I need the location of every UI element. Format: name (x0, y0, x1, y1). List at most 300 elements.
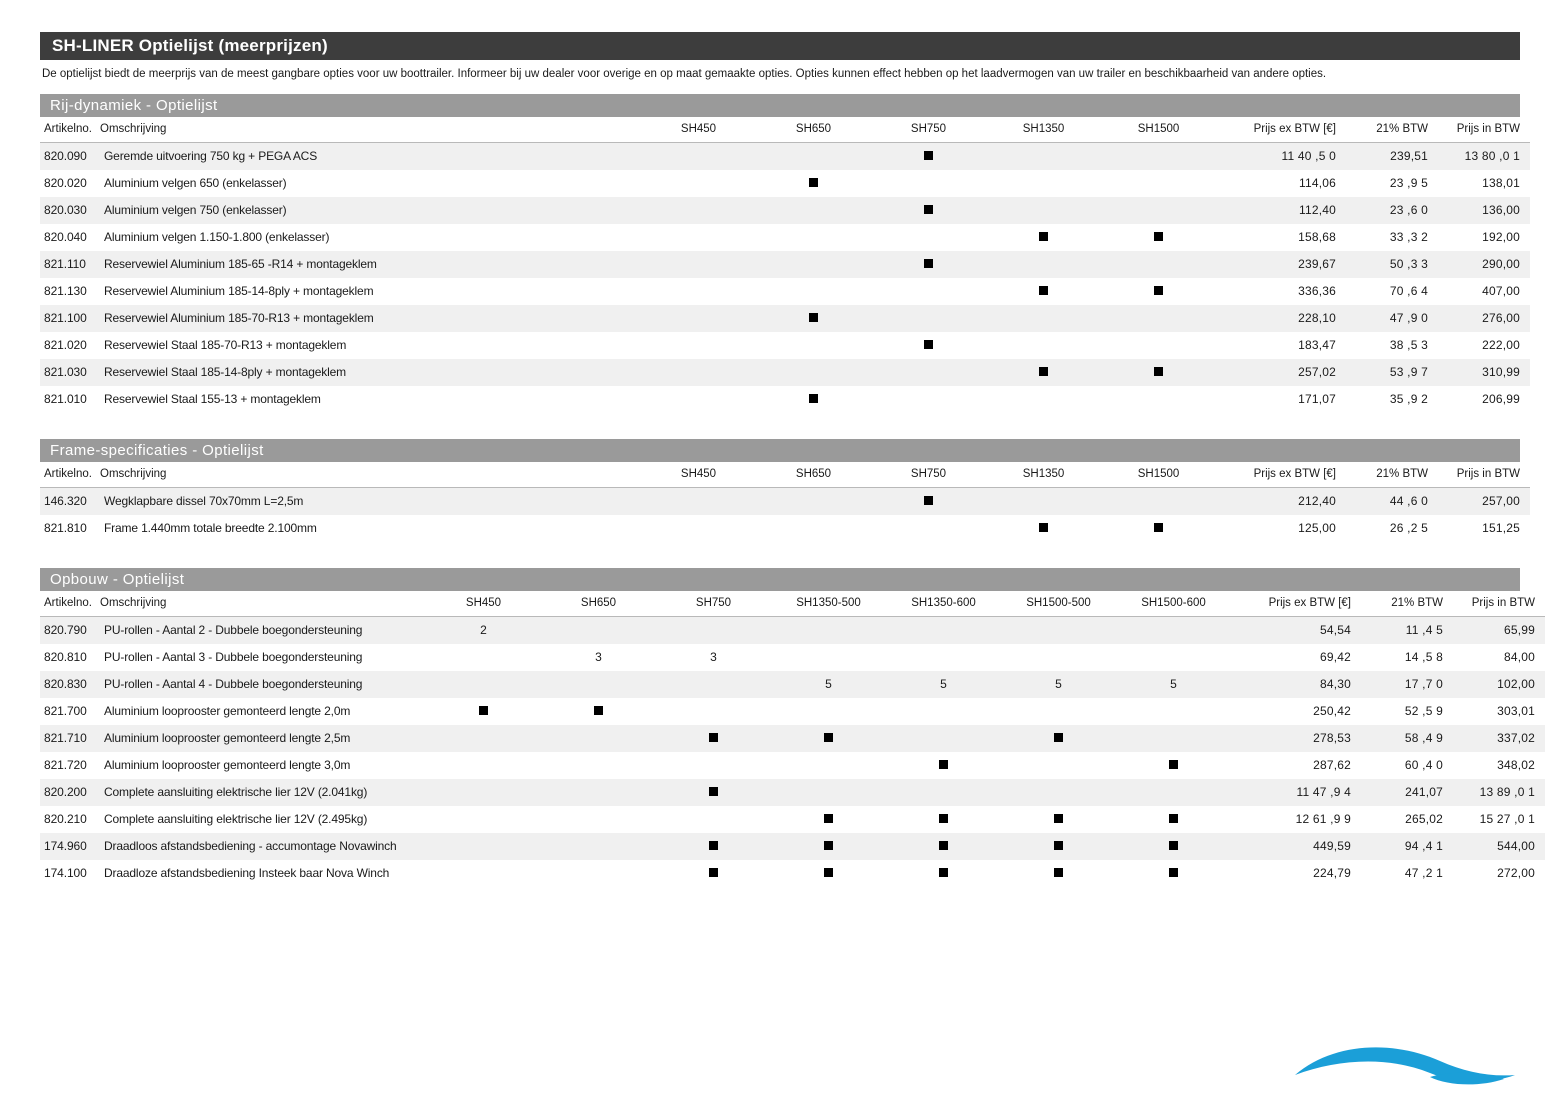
cell-model-availability (541, 806, 656, 833)
cell-prijs-in-btw: 151,25 (1482, 521, 1520, 536)
cell-model-availability (1101, 487, 1216, 515)
cell-omschrijving: Geremde uitvoering 750 kg + PEGA ACS (96, 142, 641, 170)
cell-model-availability (871, 224, 986, 251)
cell-omschrijving: Reservewiel Aluminium 185-14-8ply + montageklem (104, 284, 374, 299)
cell-model-availability (756, 332, 871, 359)
cell-model-availability (1101, 224, 1216, 251)
cell-prijs-in-btw: 290,00 (1438, 251, 1530, 278)
cell-prijs-in-btw: 337,02 (1453, 725, 1545, 752)
cell-prijs-ex-btw: 250,42 (1313, 704, 1351, 719)
cell-omschrijving: Draadloos afstandsbediening - accumontage Novawinch (96, 833, 426, 860)
cell-model-availability (1001, 779, 1116, 806)
cell-prijs-ex-btw: 278,53 (1231, 725, 1361, 752)
cell-model-availability (541, 860, 656, 887)
cell-omschrijving: Reservewiel Aluminium 185-70-R13 + montageklem (96, 305, 641, 332)
availability-marker (1169, 841, 1178, 850)
cell-prijs-in-btw: 192,00 (1482, 230, 1520, 245)
availability-marker (1169, 868, 1178, 877)
cell-model-availability (771, 806, 886, 833)
cell-model-availability (1101, 251, 1216, 278)
table-row (40, 616, 1545, 644)
cell-model-availability (1101, 359, 1216, 386)
cell-prijs-ex-btw: 11 40 ,5 0 (1216, 142, 1346, 170)
cell-model-availability (641, 487, 756, 515)
cell-model-availability (986, 332, 1101, 359)
cell-model-availability (641, 251, 756, 278)
table-row (40, 644, 1545, 671)
availability-marker (809, 313, 818, 322)
cell-21-btw: 35 ,9 2 (1389, 392, 1428, 407)
col-model-sh1350: SH1350 (986, 462, 1101, 488)
cell-model-availability (656, 833, 771, 860)
cell-model-availability: 5 (771, 671, 886, 698)
cell-model-availability (871, 386, 986, 413)
cell-model-availability (541, 616, 656, 644)
cell-prijs-in-btw: 310,99 (1438, 359, 1530, 386)
cell-prijs-ex-btw: 224,79 (1313, 866, 1351, 881)
cell-model-availability (1116, 698, 1231, 725)
availability-marker (824, 733, 833, 742)
table-body (40, 616, 1545, 887)
col-prijs-in-btw: Prijs in BTW (1438, 462, 1530, 488)
cell-prijs-in-btw: 84,00 (1503, 650, 1535, 665)
col-21-btw: 21% BTW (1346, 117, 1438, 143)
section-heading: Opbouw - Optielijst (40, 568, 1520, 591)
cell-prijs-ex-btw: 336,36 (1298, 284, 1336, 299)
cell-omschrijving: Reservewiel Aluminium 185-65 -R14 + montageklem (96, 251, 641, 278)
cell-prijs-ex-btw: 12 61 ,9 9 (1295, 812, 1351, 827)
cell-model-availability (541, 752, 656, 779)
cell-model-availability (771, 752, 886, 779)
cell-21-btw: 70 ,6 4 (1389, 284, 1428, 299)
cell-prijs-in-btw: 206,99 (1482, 392, 1520, 407)
cell-21-btw: 47 ,9 0 (1346, 305, 1438, 332)
cell-model-availability (871, 487, 986, 515)
cell-omschrijving: Aluminium velgen 1.150-1.800 (enkelasser) (104, 230, 330, 245)
cell-model-availability (1116, 779, 1231, 806)
cell-model-availability (871, 305, 986, 332)
cell-model-availability (986, 386, 1101, 413)
document-intro: De optielijst biedt de meerprijs van de meest gangbare opties voor uw boottrailer. Informeer bij uw dealer voor overige en op maat gemaakte opties. Opties kunnen effect hebben op het laadvermogen van uw trailer en beschikbaarheid van andere opties. (42, 68, 1327, 80)
cell-model-availability (1101, 142, 1216, 170)
cell-model-availability (656, 671, 771, 698)
cell-model-availability (641, 278, 756, 305)
cell-model-availability (641, 305, 756, 332)
cell-omschrijving: Complete aansluiting elektrische lier 12V (2.041kg) (96, 779, 426, 806)
cell-artikelno: 821.100 (40, 305, 96, 332)
cell-prijs-in-btw: 15 27 ,0 1 (1479, 812, 1535, 827)
cell-prijs-in-btw: 544,00 (1453, 833, 1545, 860)
cell-prijs-in-btw: 13 80 ,0 1 (1438, 142, 1530, 170)
cell-artikelno: 820.210 (44, 812, 87, 827)
cell-model-availability (426, 671, 541, 698)
cell-model-availability (871, 359, 986, 386)
cell-model-availability (641, 386, 756, 413)
cell-prijs-ex-btw: 11 47 ,9 4 (1231, 779, 1361, 806)
cell-omschrijving: Reservewiel Staal 155-13 + montageklem (104, 392, 321, 407)
availability-marker (1154, 232, 1163, 241)
cell-model-availability (871, 278, 986, 305)
cell-prijs-ex-btw: 125,00 (1298, 521, 1336, 536)
cell-artikelno: 820.090 (40, 142, 96, 170)
table-row (40, 779, 1545, 806)
table-body (40, 487, 1530, 542)
col-model-sh450: SH450 (426, 591, 541, 617)
cell-21-btw: 239,51 (1346, 142, 1438, 170)
cell-model-availability (641, 359, 756, 386)
availability-marker (924, 496, 933, 505)
cell-model-availability (771, 860, 886, 887)
cell-prijs-ex-btw: 212,40 (1216, 487, 1346, 515)
cell-21-btw: 17 ,7 0 (1361, 671, 1453, 698)
availability-marker (1169, 814, 1178, 823)
cell-artikelno: 820.030 (40, 197, 96, 224)
wave-logo (1290, 1031, 1520, 1089)
col-omschrijving: Omschrijving (96, 591, 426, 617)
availability-marker (709, 841, 718, 850)
cell-model-availability (1101, 278, 1216, 305)
cell-model-availability (426, 698, 541, 725)
section-opbouw (40, 568, 1535, 887)
availability-marker (1054, 868, 1063, 877)
cell-21-btw: 23 ,9 5 (1389, 176, 1428, 191)
cell-artikelno: 821.030 (40, 359, 96, 386)
cell-prijs-in-btw: 348,02 (1497, 758, 1535, 773)
cell-artikelno: 821.710 (40, 725, 96, 752)
table-row (40, 860, 1545, 887)
cell-prijs-in-btw: 102,00 (1453, 671, 1545, 698)
availability-marker (709, 787, 718, 796)
col-omschrijving: Omschrijving (96, 462, 641, 488)
cell-model-availability (771, 644, 886, 671)
table-body (40, 142, 1530, 413)
availability-marker (939, 814, 948, 823)
cell-artikelno: 174.100 (44, 866, 87, 881)
cell-21-btw: 33 ,3 2 (1389, 230, 1428, 245)
cell-prijs-in-btw: 257,00 (1438, 487, 1530, 515)
options-table-opbouw (40, 591, 1545, 887)
cell-model-availability (756, 197, 871, 224)
cell-omschrijving: Frame 1.440mm totale breedte 2.100mm (104, 521, 317, 536)
cell-prijs-in-btw: 13 89 ,0 1 (1453, 779, 1545, 806)
availability-marker (479, 706, 488, 715)
cell-model-availability: 2 (426, 616, 541, 644)
cell-model-availability (541, 671, 656, 698)
cell-21-btw: 94 ,4 1 (1361, 833, 1453, 860)
cell-omschrijving: Aluminium looprooster gemonteerd lengte 2,5m (96, 725, 426, 752)
availability-marker (1039, 367, 1048, 376)
cell-model-availability (886, 806, 1001, 833)
cell-21-btw: 11 ,4 5 (1361, 616, 1453, 644)
col-21-btw: 21% BTW (1361, 591, 1453, 617)
cell-omschrijving: Complete aansluiting elektrische lier 12V (2.495kg) (104, 812, 368, 827)
col-model-sh1350-600: SH1350-600 (886, 591, 1001, 617)
availability-marker (1154, 523, 1163, 532)
cell-21-btw: 47 ,2 1 (1404, 866, 1443, 881)
cell-artikelno: 820.200 (40, 779, 96, 806)
cell-model-availability (1101, 386, 1216, 413)
cell-model-availability (886, 779, 1001, 806)
cell-model-availability (426, 725, 541, 752)
cell-model-availability (1116, 752, 1231, 779)
col-model-sh450: SH450 (641, 462, 756, 488)
availability-marker (809, 394, 818, 403)
table-row (40, 359, 1530, 386)
table-row (40, 698, 1545, 725)
cell-model-availability (986, 359, 1101, 386)
availability-marker (1054, 841, 1063, 850)
cell-omschrijving: PU-rollen - Aantal 3 - Dubbele boegondersteuning (104, 650, 363, 665)
table-row (40, 278, 1530, 305)
availability-marker (924, 259, 933, 268)
col-prijs-in-btw: Prijs in BTW (1453, 591, 1545, 617)
cell-model-availability (871, 197, 986, 224)
cell-prijs-ex-btw: 171,07 (1298, 392, 1336, 407)
cell-model-availability (426, 833, 541, 860)
availability-marker (939, 841, 948, 850)
cell-artikelno: 820.810 (44, 650, 87, 665)
cell-model-availability (1101, 305, 1216, 332)
cell-artikelno: 821.720 (44, 758, 87, 773)
cell-omschrijving: PU-rollen - Aantal 2 - Dubbele boegondersteuning (96, 616, 426, 644)
cell-artikelno: 821.130 (44, 284, 87, 299)
table-row (40, 806, 1545, 833)
cell-omschrijving: Reservewiel Staal 185-14-8ply + montageklem (96, 359, 641, 386)
section-frame-specificaties (40, 439, 1520, 542)
col-artikelno: Artikelno. (40, 462, 96, 488)
cell-model-availability (641, 142, 756, 170)
cell-prijs-ex-btw: 54,54 (1231, 616, 1361, 644)
cell-model-availability (1001, 806, 1116, 833)
table-row (40, 752, 1545, 779)
availability-marker (1039, 286, 1048, 295)
cell-model-availability (756, 305, 871, 332)
cell-model-availability (426, 779, 541, 806)
availability-marker (1169, 760, 1178, 769)
cell-model-availability (656, 616, 771, 644)
cell-model-availability (641, 332, 756, 359)
table-row (40, 305, 1530, 332)
cell-model-availability (871, 142, 986, 170)
availability-marker (1039, 523, 1048, 532)
cell-omschrijving: Draadloze afstandsbediening Insteek baar Nova Winch (104, 866, 390, 881)
cell-model-availability (1101, 332, 1216, 359)
document-content (40, 32, 1535, 913)
cell-model-availability (886, 725, 1001, 752)
cell-21-btw: 52 ,5 9 (1404, 704, 1443, 719)
table-row (40, 197, 1530, 224)
cell-model-availability (656, 860, 771, 887)
cell-model-availability (756, 224, 871, 251)
table-row (40, 487, 1530, 515)
cell-model-availability (426, 860, 541, 887)
availability-marker (594, 706, 603, 715)
options-table-frame-specificaties (40, 462, 1530, 542)
cell-model-availability (986, 170, 1101, 197)
cell-artikelno: 821.110 (40, 251, 96, 278)
cell-21-btw: 60 ,4 0 (1404, 758, 1443, 773)
cell-model-availability (871, 170, 986, 197)
cell-artikelno: 820.830 (40, 671, 96, 698)
cell-model-availability (656, 806, 771, 833)
cell-prijs-ex-btw: 84,30 (1231, 671, 1361, 698)
availability-marker (824, 814, 833, 823)
cell-21-btw: 38 ,5 3 (1389, 338, 1428, 353)
cell-model-availability (1116, 860, 1231, 887)
cell-model-availability (756, 170, 871, 197)
table-row (40, 833, 1545, 860)
col-model-sh1350: SH1350 (986, 117, 1101, 143)
cell-prijs-ex-btw: 114,06 (1298, 176, 1336, 191)
cell-model-availability (986, 487, 1101, 515)
cell-model-availability (871, 332, 986, 359)
table-row (40, 386, 1530, 413)
cell-prijs-in-btw: 303,01 (1497, 704, 1535, 719)
options-table-rij-dynamiek (40, 117, 1530, 413)
cell-artikelno: 821.010 (44, 392, 87, 407)
cell-model-availability (986, 278, 1101, 305)
cell-omschrijving: PU-rollen - Aantal 4 - Dubbele boegondersteuning (96, 671, 426, 698)
section-rij-dynamiek (40, 94, 1520, 413)
document-title: SH-LINER Optielijst (meerprijzen) (40, 32, 1520, 60)
availability-marker (709, 733, 718, 742)
cell-artikelno: 174.960 (40, 833, 96, 860)
cell-prijs-ex-btw: 257,02 (1216, 359, 1346, 386)
cell-model-availability (886, 833, 1001, 860)
cell-model-availability (771, 779, 886, 806)
availability-marker (939, 760, 948, 769)
cell-model-availability (1001, 833, 1116, 860)
table-row (40, 224, 1530, 251)
cell-prijs-in-btw: 136,00 (1438, 197, 1530, 224)
table-row (40, 251, 1530, 278)
availability-marker (709, 868, 718, 877)
cell-prijs-ex-btw: 69,42 (1319, 650, 1351, 665)
cell-omschrijving: Aluminium looprooster gemonteerd lengte 3,0m (104, 758, 351, 773)
availability-marker (824, 841, 833, 850)
col-21-btw: 21% BTW (1346, 462, 1438, 488)
cell-21-btw: 265,02 (1405, 812, 1443, 827)
cell-model-availability (641, 170, 756, 197)
cell-prijs-in-btw: 65,99 (1453, 616, 1545, 644)
col-model-sh1500-600: SH1500-600 (1116, 591, 1231, 617)
cell-21-btw: 26 ,2 5 (1389, 521, 1428, 536)
col-model-sh750: SH750 (656, 591, 771, 617)
cell-model-availability: 5 (886, 671, 1001, 698)
cell-21-btw: 14 ,5 8 (1404, 650, 1443, 665)
col-omschrijving: Omschrijving (96, 117, 641, 143)
cell-model-availability (771, 616, 886, 644)
col-model-sh750: SH750 (871, 462, 986, 488)
cell-model-availability (986, 197, 1101, 224)
cell-model-availability (1116, 806, 1231, 833)
cell-model-availability (886, 644, 1001, 671)
availability-marker (1054, 814, 1063, 823)
table-row (40, 332, 1530, 359)
cell-model-availability (1001, 860, 1116, 887)
cell-model-availability (641, 197, 756, 224)
cell-artikelno: 146.320 (40, 487, 96, 515)
table-row (40, 142, 1530, 170)
table-row (40, 671, 1545, 698)
cell-model-availability (756, 278, 871, 305)
cell-model-availability: 3 (710, 650, 717, 665)
cell-prijs-ex-btw: 449,59 (1231, 833, 1361, 860)
col-prijs-ex-btw: Prijs ex BTW [€] (1216, 117, 1346, 143)
cell-model-availability (756, 487, 871, 515)
cell-model-availability (1116, 833, 1231, 860)
cell-model-availability (1101, 515, 1216, 542)
cell-model-availability (756, 386, 871, 413)
cell-model-availability (886, 752, 1001, 779)
cell-prijs-in-btw: 222,00 (1482, 338, 1520, 353)
section-heading: Frame-specificaties - Optielijst (40, 439, 1520, 462)
cell-model-availability (541, 725, 656, 752)
cell-prijs-ex-btw: 239,67 (1216, 251, 1346, 278)
table-row (40, 725, 1545, 752)
cell-prijs-ex-btw: 112,40 (1216, 197, 1346, 224)
cell-model-availability (656, 752, 771, 779)
cell-prijs-ex-btw: 287,62 (1313, 758, 1351, 773)
cell-model-availability (756, 142, 871, 170)
availability-marker (1039, 232, 1048, 241)
cell-model-availability (756, 251, 871, 278)
col-model-sh1350-500: SH1350-500 (771, 591, 886, 617)
section-heading: Rij-dynamiek - Optielijst (40, 94, 1520, 117)
cell-prijs-in-btw: 407,00 (1482, 284, 1520, 299)
cell-model-availability: 3 (595, 650, 602, 665)
table-row (40, 170, 1530, 197)
col-model-sh1500: SH1500 (1101, 462, 1216, 488)
availability-marker (924, 205, 933, 214)
cell-model-availability (426, 806, 541, 833)
availability-marker (1054, 733, 1063, 742)
cell-prijs-in-btw: 276,00 (1438, 305, 1530, 332)
cell-model-availability (886, 860, 1001, 887)
table-header-row (40, 117, 1530, 143)
cell-model-availability (426, 644, 541, 671)
table-row (40, 515, 1530, 542)
cell-model-availability (541, 698, 656, 725)
cell-artikelno: 821.700 (44, 704, 87, 719)
cell-21-btw: 44 ,6 0 (1346, 487, 1438, 515)
cell-model-availability (986, 305, 1101, 332)
cell-model-availability (656, 698, 771, 725)
cell-artikelno: 821.810 (44, 521, 87, 536)
cell-prijs-in-btw: 138,01 (1482, 176, 1520, 191)
col-model-sh650: SH650 (541, 591, 656, 617)
col-model-sh750: SH750 (871, 117, 986, 143)
col-prijs-ex-btw: Prijs ex BTW [€] (1216, 462, 1346, 488)
cell-model-availability (771, 833, 886, 860)
availability-marker (1154, 367, 1163, 376)
col-model-sh1500: SH1500 (1101, 117, 1216, 143)
cell-model-availability (871, 515, 986, 542)
cell-model-availability (1101, 197, 1216, 224)
cell-prijs-ex-btw: 228,10 (1216, 305, 1346, 332)
table-header-row (40, 591, 1545, 617)
cell-model-availability (641, 224, 756, 251)
cell-model-availability (986, 251, 1101, 278)
availability-marker (924, 340, 933, 349)
cell-21-btw: 50 ,3 3 (1346, 251, 1438, 278)
cell-model-availability (886, 698, 1001, 725)
cell-model-availability (986, 515, 1101, 542)
col-artikelno: Artikelno. (40, 117, 96, 143)
cell-model-availability (886, 616, 1001, 644)
col-prijs-in-btw: Prijs in BTW (1438, 117, 1530, 143)
availability-marker (1154, 286, 1163, 295)
